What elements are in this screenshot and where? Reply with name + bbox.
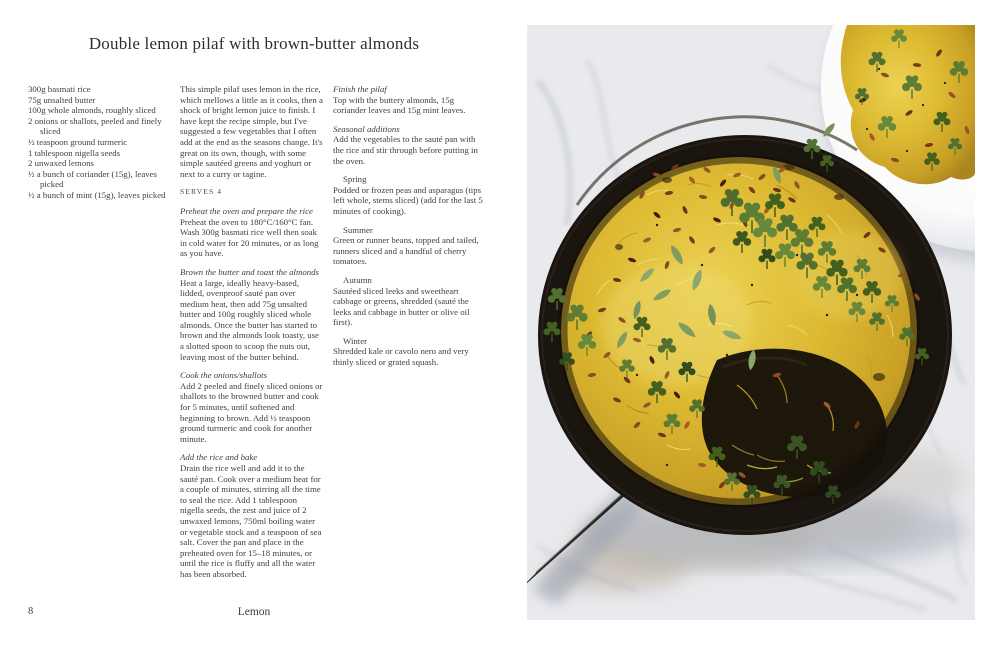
method-step: [180, 370, 323, 444]
season-name: Spring: [343, 174, 367, 185]
finish-heading: Finish the pilaf: [333, 84, 387, 94]
season-autumn: [333, 275, 483, 328]
ingredients-list: [28, 84, 170, 201]
method-step-body: Add 2 peeled and finely sliced onions or shallots to the browned butter and cook for 5 minutes, until softened and beginning to brown. Add ½ teaspoon ground turmeric and cook for another minute.: [180, 380, 323, 444]
finish-column: [333, 84, 483, 376]
ingredient: ½ a bunch of mint (15g), leaves picked: [28, 189, 166, 200]
ingredient: ½ a bunch of coriander (15g), leaves picked: [28, 168, 157, 190]
season-body: Green or runner beans, topped and tailed, runners sliced and a handful of cherry tomatoes.: [333, 235, 479, 267]
season-spring: [333, 174, 483, 216]
method-step-body: Drain the rice well and add it to the sauté pan. Cook over a medium heat for a couple of minutes, stirring all the time to seal the rice. Add 1 tablespoon nigella seeds, the zest and juice of 2 unwaxed lemons, 750ml boiling water or vegetable stock and a teaspoon of sea salt. Cover the pan and place in the preheated oven for 15–18 minutes, or until the rice is fluffy and all the water has been absorbed.: [180, 463, 322, 579]
ingredient: 2 onions or shallots, peeled and finely sliced: [28, 115, 162, 137]
season-name: Autumn: [343, 274, 372, 285]
season-name: Winter: [343, 335, 368, 346]
season-body: Podded or frozen peas and asparagus (tips left whole, stems sliced) (add for the last 5 minutes of cooking).: [333, 184, 483, 216]
ingredient: 1 tablespoon nigella seeds: [28, 147, 121, 158]
finish-body: Top with the buttery almonds, 15g coriander leaves and 15g mint leaves.: [333, 94, 466, 116]
method-step-heading: Cook the onions/shallots: [180, 370, 267, 381]
ingredient: 75g unsalted butter: [28, 94, 96, 105]
method-step: [180, 267, 323, 362]
season-body: Shredded kale or cavolo nero and very thinly sliced or grated squash.: [333, 346, 469, 368]
method-step-heading: Preheat the oven and prepare the rice: [180, 205, 313, 216]
method-step: [180, 206, 323, 259]
method-step-body: Heat a large, ideally heavy-based, lidded, ovenproof sauté pan over medium heat, then add 75g unsalted butter and 100g roughly sliced whole almonds. Once the butter has started to brown and the almonds look toasty, use a slotted spoon to scoop the nuts out, leaving most of the butter behind.: [180, 277, 319, 362]
recipe-photo: [527, 25, 975, 620]
seasonal-body: Add the vegetables to the sauté pan with the rice and stir through before putting in the oven.: [333, 134, 478, 166]
serves-label: SERVES 4: [180, 187, 223, 197]
ingredient: 300g basmati rice: [28, 84, 91, 94]
finish-section: [333, 84, 483, 116]
season-body: Sautéed sliced leeks and sweetheart cabbage or greens, shredded (sauté the leeks and cabbage in butter or olive oil first).: [333, 285, 470, 328]
ingredient: 100g whole almonds, roughly sliced: [28, 105, 156, 116]
method-step-body: Preheat the oven to 180°C/160°C fan. Wash 300g basmati rice well then soak in cold water for 20 minutes, or as long as you have.: [180, 216, 319, 259]
season-name: Summer: [343, 224, 373, 235]
season-summer: [333, 225, 483, 267]
photo-page: [517, 0, 1000, 651]
method-column: [180, 84, 323, 588]
intro-paragraph: This simple pilaf uses lemon in the rice, which mellows a little as it cooks, then a shock of bright lemon juice to finish. I have kept the recipe simple, but I've suggested a few vegetables that I often add at the end as the seasons change. It's great on its own, though, with some simple sautéed greens and yoghurt or next to a curry or tagine.: [180, 84, 323, 179]
page-number: 8: [28, 606, 34, 617]
seasonal-heading: Seasonal additions: [333, 123, 400, 134]
ingredient: 2 unwaxed lemons: [28, 158, 94, 169]
seasonal-section: [333, 124, 483, 166]
page-title: Double lemon pilaf with brown-butter almonds: [88, 34, 420, 53]
method-step: [180, 452, 323, 579]
season-winter: [333, 336, 483, 368]
method-step-heading: Add the rice and bake: [180, 452, 258, 463]
chapter-footer: Lemon: [237, 606, 271, 618]
method-step-heading: Brown the butter and toast the almonds: [180, 266, 319, 277]
ingredient: ½ teaspoon ground turmeric: [28, 136, 128, 147]
